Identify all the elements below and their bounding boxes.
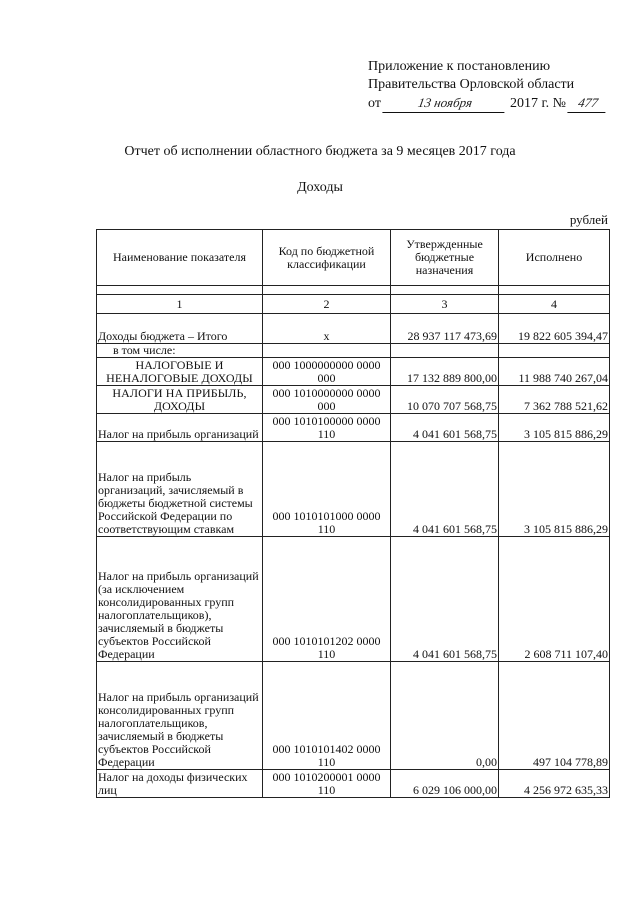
row-executed: 19 822 605 394,47 bbox=[499, 314, 610, 344]
approval-year: 2017 г. № bbox=[509, 96, 566, 111]
row-code: х bbox=[263, 314, 391, 344]
approval-block bbox=[368, 58, 608, 113]
approval-from: от bbox=[368, 96, 381, 111]
approval-number-handwritten: 477 bbox=[568, 94, 609, 113]
table-row bbox=[97, 537, 610, 662]
row-name: Налог на прибыль организаций, зачисляемый в бюджеты бюджетной системы Российской Федерации по соответствующим ставкам bbox=[97, 442, 263, 537]
row-name: Доходы бюджета – Итого bbox=[97, 314, 263, 344]
row-approved: 6 029 106 000,00 bbox=[391, 770, 499, 798]
col-number-1: 1 bbox=[97, 295, 263, 314]
approval-line-2: Правительства Орловской области bbox=[368, 77, 575, 92]
units-label: рублей bbox=[569, 212, 608, 227]
table-gap-row bbox=[97, 286, 610, 295]
row-approved bbox=[391, 344, 499, 358]
row-code: 000 1010101202 0000 110 bbox=[263, 537, 391, 662]
row-executed: 11 988 740 267,04 bbox=[499, 358, 610, 386]
table-row bbox=[97, 386, 610, 414]
header-code: Код по бюджетной классификации bbox=[263, 230, 391, 286]
row-executed bbox=[499, 344, 610, 358]
row-name: Налог на прибыль организаций (за исключением консолидированных групп налогоплательщиков), зачисляемый в бюджеты субъектов Российской Федерации bbox=[97, 537, 263, 662]
row-approved: 4 041 601 568,75 bbox=[391, 442, 499, 537]
row-executed: 2 608 711 107,40 bbox=[499, 537, 610, 662]
row-code: 000 1010200001 0000 110 bbox=[263, 770, 391, 798]
column-number-row bbox=[97, 295, 610, 314]
row-approved: 28 937 117 473,69 bbox=[391, 314, 499, 344]
revenue-table bbox=[96, 229, 610, 798]
table-row bbox=[97, 344, 610, 358]
row-code bbox=[263, 344, 391, 358]
row-approved: 17 132 889 800,00 bbox=[391, 358, 499, 386]
row-code: 000 1000000000 0000 000 bbox=[263, 358, 391, 386]
row-approved: 4 041 601 568,75 bbox=[391, 537, 499, 662]
row-name: Налог на доходы физических лиц bbox=[97, 770, 263, 798]
header-approved: Утвержденные бюджетные назначения bbox=[391, 230, 499, 286]
row-executed: 7 362 788 521,62 bbox=[499, 386, 610, 414]
approval-line-3 bbox=[368, 94, 608, 113]
row-name: Налог на прибыль организаций консолидированных групп налогоплательщиков, зачисляемый в бюджеты субъектов Российской Федерации bbox=[97, 662, 263, 770]
row-approved: 10 070 707 568,75 bbox=[391, 386, 499, 414]
row-executed: 497 104 778,89 bbox=[499, 662, 610, 770]
row-approved: 4 041 601 568,75 bbox=[391, 414, 499, 442]
header-executed: Исполнено bbox=[499, 230, 610, 286]
table-row bbox=[97, 442, 610, 537]
table-row bbox=[97, 358, 610, 386]
row-code: 000 1010101402 0000 110 bbox=[263, 662, 391, 770]
approval-line-1: Приложение к постановлению bbox=[368, 59, 551, 74]
col-number-4: 4 bbox=[499, 295, 610, 314]
table-row bbox=[97, 770, 610, 798]
row-name: НАЛОГИ НА ПРИБЫЛЬ, ДОХОДЫ bbox=[97, 386, 263, 414]
report-subtitle: Доходы bbox=[297, 180, 343, 195]
header-name: Наименование показателя bbox=[97, 230, 263, 286]
table-row bbox=[97, 662, 610, 770]
row-executed: 3 105 815 886,29 bbox=[499, 442, 610, 537]
table-header-row bbox=[97, 230, 610, 286]
report-title: Отчет об исполнении областного бюджета за 9 месяцев 2017 года bbox=[124, 144, 516, 159]
approval-date-handwritten: 13 ноября bbox=[383, 94, 508, 113]
col-number-3: 3 bbox=[391, 295, 499, 314]
row-executed: 3 105 815 886,29 bbox=[499, 414, 610, 442]
table-row bbox=[97, 314, 610, 344]
row-executed: 4 256 972 635,33 bbox=[499, 770, 610, 798]
row-name: НАЛОГОВЫЕ И НЕНАЛОГОВЫЕ ДОХОДЫ bbox=[97, 358, 263, 386]
row-approved: 0,00 bbox=[391, 662, 499, 770]
row-name: в том числе: bbox=[97, 344, 263, 358]
col-number-2: 2 bbox=[263, 295, 391, 314]
table-row bbox=[97, 414, 610, 442]
row-code: 000 1010101000 0000 110 bbox=[263, 442, 391, 537]
row-name: Налог на прибыль организаций bbox=[97, 414, 263, 442]
row-code: 000 1010000000 0000 000 bbox=[263, 386, 391, 414]
row-code: 000 1010100000 0000 110 bbox=[263, 414, 391, 442]
